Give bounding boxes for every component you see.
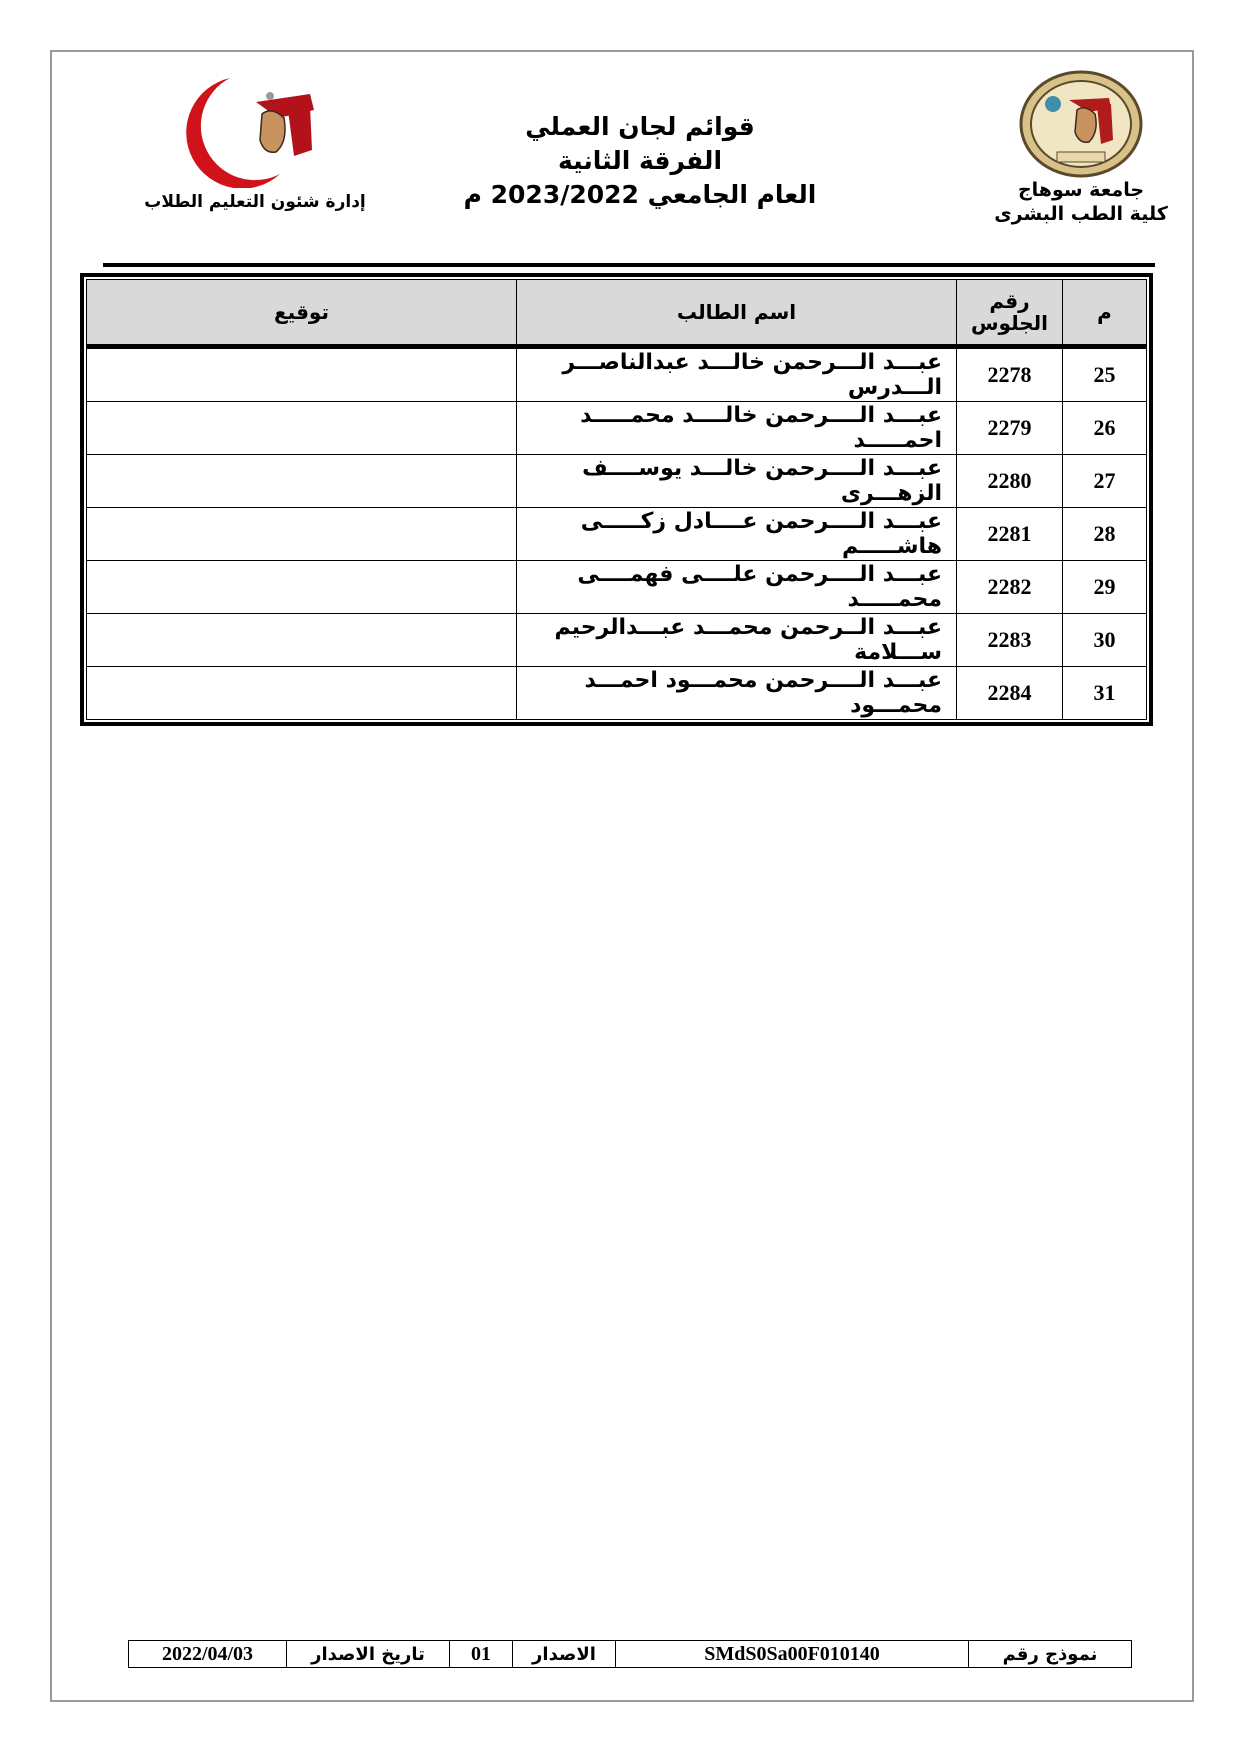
row-student-name: عبـــد الـــرحمن خالـــد عبدالناصـــر الـــدرس — [517, 347, 957, 402]
row-signature — [87, 614, 517, 667]
header-seat-number — [957, 280, 1063, 347]
header-seat-line2: الجلوس — [970, 311, 1049, 335]
row-seat-number: 2281 — [957, 508, 1063, 561]
row-index: 28 — [1063, 508, 1147, 561]
row-index: 25 — [1063, 347, 1147, 402]
form-info-footer — [128, 1640, 1132, 1668]
title-line-3: العام الجامعي 2023/2022 م — [463, 180, 817, 209]
row-seat-number: 2282 — [957, 561, 1063, 614]
roster-table-frame — [80, 273, 1153, 726]
row-index: 26 — [1063, 402, 1147, 455]
row-seat-number: 2280 — [957, 455, 1063, 508]
row-student-name: عبـــد الــــرحمن خالـــد يوســــف الزهـــرى — [517, 455, 957, 508]
table-row — [87, 347, 1147, 402]
row-index: 31 — [1063, 667, 1147, 720]
university-seal-icon — [1019, 70, 1143, 178]
faculty-name: كلية الطب البشرى — [994, 203, 1168, 225]
header-index: م — [1063, 280, 1147, 347]
row-index: 27 — [1063, 455, 1147, 508]
row-signature — [87, 667, 517, 720]
row-student-name: عبـــد الــرحمن محمـــد عبـــدالرحيم ســـلامة — [517, 614, 957, 667]
row-seat-number: 2284 — [957, 667, 1063, 720]
row-student-name: عبـــد الــــرحمن عــــادل زكـــــى هاشـــــم — [517, 508, 957, 561]
row-seat-number: 2283 — [957, 614, 1063, 667]
row-seat-number: 2279 — [957, 402, 1063, 455]
row-signature — [87, 347, 517, 402]
row-student-name: عبـــد الــــرحمن خالــــد محمـــــد احمـــــد — [517, 402, 957, 455]
row-index: 29 — [1063, 561, 1147, 614]
version-value: 01 — [450, 1641, 513, 1668]
table-row — [87, 455, 1147, 508]
form-number-label: نموذج رقم — [969, 1641, 1132, 1668]
university-name: جامعة سوهاج — [1017, 179, 1145, 201]
header-department-block — [135, 70, 375, 212]
row-index: 30 — [1063, 614, 1147, 667]
form-number-value: SMdS0Sa00F010140 — [616, 1641, 969, 1668]
table-row — [87, 402, 1147, 455]
header-seat-line1: رقم — [989, 289, 1030, 313]
row-seat-number: 2278 — [957, 347, 1063, 402]
row-signature — [87, 402, 517, 455]
document-title — [440, 110, 840, 212]
issue-date-value: 2022/04/03 — [129, 1641, 287, 1668]
row-signature — [87, 455, 517, 508]
department-name: إدارة شئون التعليم الطلاب — [144, 192, 366, 212]
issue-date-label: تاريخ الاصدار — [287, 1641, 450, 1668]
header-student-name: اسم الطالب — [517, 280, 957, 347]
header-university-block — [991, 70, 1171, 226]
header-signature: توقيع — [87, 280, 517, 347]
table-header-row — [87, 280, 1147, 347]
table-row — [87, 508, 1147, 561]
footer-row — [129, 1641, 1132, 1668]
table-row — [87, 667, 1147, 720]
row-student-name: عبـــد الــــرحمن محمـــود احمـــد محمـــود — [517, 667, 957, 720]
row-student-name: عبـــد الــــرحمن علــــى فهمــــى محمـــــد — [517, 561, 957, 614]
row-signature — [87, 561, 517, 614]
title-line-2: الفرقة الثانية — [557, 146, 723, 175]
row-signature — [87, 508, 517, 561]
title-line-1: قوائم لجان العملي — [525, 112, 755, 141]
roster-table — [86, 279, 1147, 720]
faculty-logo-icon — [160, 70, 350, 188]
version-label: الاصدار — [513, 1641, 616, 1668]
table-row — [87, 561, 1147, 614]
table-row — [87, 614, 1147, 667]
header-divider — [103, 263, 1155, 267]
